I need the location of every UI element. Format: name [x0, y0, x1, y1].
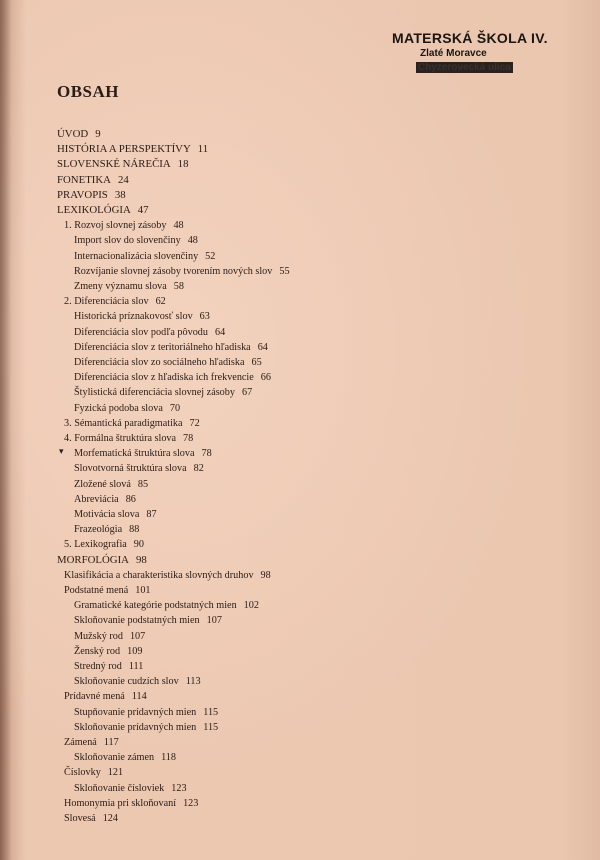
toc-entry-title: 3. Sémantická paradigmatika	[64, 417, 183, 429]
stamp-line-1: MATERSKÁ ŠKOLA IV.	[392, 30, 548, 46]
toc-entry-title: Prídavné mená	[64, 691, 125, 703]
toc-entry	[64, 736, 119, 749]
stamp-line-3	[416, 62, 572, 74]
toc-entry	[64, 797, 198, 810]
toc-entry-page: 18	[177, 158, 189, 171]
toc-entry-title: PRAVOPIS	[57, 188, 108, 201]
toc-entry	[74, 462, 204, 475]
toc-entry	[74, 660, 143, 673]
toc-entry-page: 88	[129, 524, 140, 536]
toc-entry	[57, 174, 129, 187]
toc-entry-title: Morfematická štruktúra slova	[74, 448, 195, 460]
toc-entry-title: Rozvíjanie slovnej zásoby tvorením nových slov	[74, 265, 273, 277]
toc-entry-page: 98	[135, 553, 147, 566]
toc-entry-page: 117	[103, 737, 119, 748]
toc-entry-page: 66	[260, 372, 271, 384]
toc-entry	[74, 402, 180, 415]
toc-entry-title: Import slov do slovenčiny	[74, 235, 181, 247]
toc-entry	[74, 478, 148, 491]
toc-entry-page: 72	[189, 417, 200, 429]
toc-entry	[74, 721, 218, 734]
toc-entry-page: 90	[133, 539, 144, 551]
toc-entry-page: 115	[203, 721, 219, 733]
toc-entry	[74, 508, 157, 521]
toc-entry-title: Zložené slová	[74, 478, 131, 490]
toc-entry	[74, 280, 184, 293]
toc-entry	[57, 158, 188, 171]
toc-entry	[74, 386, 252, 399]
toc-entry-title: 4. Formálna štruktúra slova	[64, 433, 177, 444]
toc-entry-title: MORFOLÓGIA	[57, 553, 129, 566]
toc-entry	[74, 675, 201, 688]
toc-entry	[74, 356, 262, 369]
toc-entry-title: Zmeny významu slova	[74, 281, 167, 292]
toc-entry	[74, 782, 187, 795]
toc-entry	[74, 234, 198, 247]
toc-entry-page: 9	[95, 128, 101, 140]
toc-entry-title: Gramatické kategórie podstatných mien	[74, 600, 237, 612]
toc-entry-page: 65	[251, 357, 262, 368]
toc-entry-page: 78	[183, 433, 194, 444]
toc-entry-title: Klasifikácia a charakteristika slovných druhov	[64, 569, 254, 581]
toc-entry	[64, 219, 184, 232]
toc-entry-page: 123	[171, 782, 187, 794]
toc-entry-page: 47	[137, 204, 149, 216]
toc-entry-page: 85	[137, 478, 149, 490]
toc-entry-title: Motivácia slova	[74, 509, 140, 520]
toc-entry	[64, 766, 123, 779]
toc-entry-title: Skloňovanie prídavných mien	[74, 721, 197, 733]
toc-entry	[74, 371, 271, 384]
toc-entry-page: 123	[183, 797, 199, 809]
toc-entry-page: 86	[125, 493, 136, 505]
toc-entry-title: Stredný rod	[74, 661, 122, 672]
toc-entry-page: 64	[215, 326, 226, 338]
toc-entry	[57, 204, 149, 217]
toc-entry	[57, 189, 126, 202]
toc-entry-page: 121	[107, 767, 124, 779]
toc-entry	[64, 569, 271, 582]
toc-entry-page: 101	[135, 585, 151, 596]
toc-entry-title: Slovesá	[64, 813, 96, 824]
stamp-line-2: Zlaté Moravce	[420, 48, 487, 60]
toc-entry-title: Slovotvorná štruktúra slova	[74, 463, 187, 475]
toc-entry-title: Diferenciácia slov z teritoriálneho hľadiska	[74, 341, 251, 353]
toc-entry-page: 98	[260, 569, 271, 581]
toc-entry-title: Fyzická podoba slova	[74, 402, 163, 414]
toc-entry-title: Štylistická diferenciácia slovnej zásoby	[74, 387, 235, 399]
toc-entry	[74, 326, 225, 339]
toc-entry-page: 102	[243, 600, 259, 612]
library-stamp	[392, 30, 572, 73]
toc-entry-page: 67	[241, 387, 253, 399]
toc-entry	[64, 417, 200, 430]
toc-entry-page: 52	[205, 250, 216, 262]
toc-entry-page: 111	[128, 661, 144, 672]
toc-entry-title: Abreviácia	[74, 493, 119, 505]
toc-entry-title: Podstatné mená	[64, 585, 129, 596]
toc-entry-page: 24	[117, 173, 129, 186]
toc-entry	[74, 706, 218, 719]
toc-entry	[57, 554, 147, 567]
toc-entry-page: 107	[206, 615, 222, 627]
toc-entry-title: FONETIKA	[57, 173, 111, 186]
toc-entry	[74, 341, 268, 354]
toc-entry	[64, 584, 151, 597]
toc-entry	[74, 599, 259, 612]
toc-entry-page: 55	[279, 265, 290, 277]
toc-entry-title: Ženský rod	[74, 645, 121, 657]
toc-entry-title: Frazeológia	[74, 524, 123, 536]
toc-entry-title: Diferenciácia slov zo sociálneho hľadiska	[74, 357, 245, 368]
toc-entry-page: 114	[131, 691, 147, 703]
toc-entry-title: ÚVOD	[57, 128, 89, 140]
toc-entry	[64, 432, 193, 445]
toc-entry-page: 78	[201, 448, 212, 460]
toc-entry	[64, 295, 166, 308]
toc-entry-page: 48	[187, 235, 198, 247]
stamp-line-3-text: Chyzerovecká ulica	[418, 61, 511, 73]
toc-entry	[74, 265, 290, 278]
toc-entry-page: 11	[197, 143, 209, 156]
toc-entry	[74, 645, 142, 658]
toc-entry-title: LEXIKOLÓGIA	[57, 204, 131, 216]
toc-entry	[74, 493, 136, 506]
toc-entry	[74, 614, 222, 627]
toc-entry-title: 2. Diferenciácia slov	[64, 296, 149, 308]
toc-entry-title: HISTÓRIA A PERSPEKTÍVY	[57, 143, 191, 156]
toc-entry	[64, 812, 118, 825]
toc-entry	[74, 751, 176, 764]
toc-entry	[74, 630, 145, 643]
toc-entry-title: Skloňovanie čísloviek	[74, 782, 165, 794]
toc-entry-title: SLOVENSKÉ NÁREČIA	[57, 158, 171, 171]
toc-entry	[64, 690, 147, 703]
toc-entry-page: 107	[129, 630, 146, 642]
toc-entry-page: 87	[146, 509, 157, 520]
toc-entry	[74, 310, 210, 323]
toc-entry-title: Číslovky	[64, 767, 101, 779]
toc-entry-page: 38	[114, 188, 126, 201]
toc-entry-title: Skloňovanie cudzích slov	[74, 676, 179, 688]
toc-entry-page: 115	[203, 706, 219, 718]
toc-entry-page: 82	[193, 463, 204, 475]
toc-entry-title: Internacionalizácia slovenčiny	[74, 250, 199, 262]
toc-entry-page: 58	[173, 281, 184, 292]
stray-mark: ▾	[59, 446, 64, 456]
toc-entry	[64, 538, 144, 551]
toc-entry-title: Zámená	[64, 737, 97, 748]
toc-entry-title: Skloňovanie podstatných mien	[74, 615, 200, 627]
toc-entry	[74, 250, 215, 263]
toc-entry-title: Diferenciácia slov podľa pôvodu	[74, 326, 208, 338]
toc-entry-page: 109	[127, 645, 143, 657]
toc-entry	[57, 128, 101, 141]
toc-entry-page: 62	[155, 296, 166, 308]
toc-entry-title: 5. Lexikografia	[64, 539, 127, 551]
toc-entry-page: 113	[185, 676, 201, 688]
toc-entry	[57, 143, 208, 156]
toc-entry-title: Homonymia pri skloňovaní	[64, 797, 177, 809]
toc-entry-page: 48	[173, 220, 184, 232]
toc-entry-page: 63	[199, 311, 210, 323]
toc-entry-title: Historická príznakovosť slov	[74, 311, 193, 323]
page-spine-shadow	[0, 0, 12, 860]
toc-entry-page: 70	[169, 402, 181, 414]
toc-entry-page: 118	[161, 752, 176, 764]
toc-entry-title: Mužský rod	[74, 630, 123, 642]
toc-entry-title: Stupňovanie prídavných mien	[74, 706, 197, 718]
toc-entry-page: 124	[102, 813, 118, 824]
toc-entry	[74, 523, 139, 536]
toc-entry	[74, 447, 212, 460]
toc-entry-page: 64	[257, 341, 268, 353]
toc-entry-title: 1. Rozvoj slovnej zásoby	[64, 220, 167, 232]
toc-entry-title: Skloňovanie zámen	[74, 752, 155, 764]
page-title: OBSAH	[57, 82, 120, 101]
toc-entry-title: Diferenciácia slov z hľadiska ich frekvencie	[74, 372, 254, 384]
